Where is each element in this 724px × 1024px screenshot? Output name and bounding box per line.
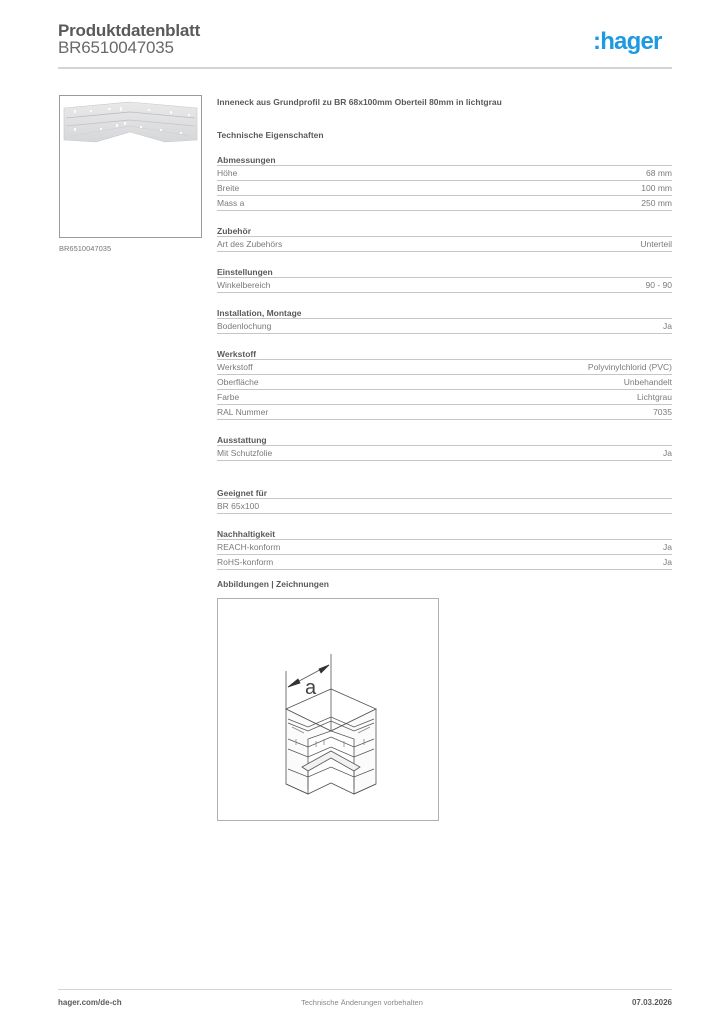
spec-value: Polyvinylchlorid (PVC)	[587, 362, 672, 372]
inner-corner-drawing-icon	[218, 599, 438, 820]
section-ausstattung	[217, 434, 672, 461]
spec-row	[217, 540, 672, 555]
spec-label: Winkelbereich	[217, 280, 271, 290]
svg-text:a: a	[305, 677, 317, 699]
spec-row	[217, 166, 672, 181]
spec-row	[217, 555, 672, 570]
section-einstellungen	[217, 266, 672, 293]
technical-properties-heading: Technische Eigenschaften	[217, 130, 324, 140]
spec-row	[217, 390, 672, 405]
spec-value: Lichtgrau	[637, 392, 672, 402]
spec-value: Ja	[663, 321, 672, 331]
section-title: Nachhaltigkeit	[217, 528, 672, 540]
spec-value: 68 mm	[646, 168, 672, 178]
section-geeignet-fuer	[217, 487, 672, 514]
section-title: Werkstoff	[217, 348, 672, 360]
spec-label: Breite	[217, 183, 240, 193]
spec-row	[217, 319, 672, 334]
spec-value: 90 - 90	[645, 280, 672, 290]
spec-row	[217, 360, 672, 375]
section-title: Ausstattung	[217, 434, 672, 446]
spec-row	[217, 499, 672, 514]
section-nachhaltigkeit	[217, 528, 672, 570]
section-installation	[217, 307, 672, 334]
spec-label: Art des Zubehörs	[217, 239, 283, 249]
document-title: Produktdatenblatt	[58, 21, 201, 40]
spec-label: Mass a	[217, 198, 245, 208]
footer-divider	[58, 989, 672, 990]
spec-row	[217, 375, 672, 390]
spec-label: Höhe	[217, 168, 238, 178]
spec-label: RoHS-konform	[217, 557, 274, 567]
spec-value: 7035	[653, 407, 672, 417]
section-title: Einstellungen	[217, 266, 672, 278]
header-divider	[58, 67, 672, 69]
spec-label: Mit Schutzfolie	[217, 448, 273, 458]
spec-label: Oberfläche	[217, 377, 259, 387]
inner-corner-photo-icon	[60, 96, 201, 237]
footer-disclaimer: Technische Änderungen vorbehalten	[301, 998, 423, 1007]
spec-row	[217, 405, 672, 420]
footer-website-link[interactable]: hager.com/de-ch	[58, 998, 122, 1007]
section-title: Zubehör	[217, 225, 672, 237]
spec-label: Bodenlochung	[217, 321, 272, 331]
spec-label: RAL Nummer	[217, 407, 269, 417]
image-caption: BR6510047035	[59, 244, 112, 253]
hager-logo: :hager	[593, 28, 662, 55]
spec-value: Unterteil	[640, 239, 672, 249]
spec-value: Unbehandelt	[623, 377, 672, 387]
product-details	[217, 96, 672, 570]
spec-label: Farbe	[217, 392, 240, 402]
spec-value: Ja	[663, 448, 672, 458]
section-abmessungen	[217, 154, 672, 211]
product-description: Inneneck aus Grundprofil zu BR 68x100mm Oberteil 80mm in lichtgrau	[217, 97, 502, 107]
section-title: Geeignet für	[217, 487, 672, 499]
spec-value: Ja	[663, 557, 672, 567]
technical-drawing	[217, 598, 439, 821]
section-title: Installation, Montage	[217, 307, 672, 319]
drawings-heading: Abbildungen | Zeichnungen	[217, 579, 329, 589]
article-number: BR6510047035	[58, 38, 174, 57]
spec-value: Ja	[663, 542, 672, 552]
spec-row	[217, 278, 672, 293]
spec-label: BR 65x100	[217, 501, 260, 511]
spec-row	[217, 181, 672, 196]
spec-value: 100 mm	[641, 183, 672, 193]
section-title: Abmessungen	[217, 154, 672, 166]
footer-date: 07.03.2026	[631, 998, 672, 1007]
product-image	[59, 95, 202, 238]
spec-row	[217, 237, 672, 252]
section-zubehoer	[217, 225, 672, 252]
spec-row	[217, 446, 672, 461]
spec-label: REACH-konform	[217, 542, 281, 552]
section-werkstoff	[217, 348, 672, 420]
spec-label: Werkstoff	[217, 362, 253, 372]
spec-row	[217, 196, 672, 211]
spec-value: 250 mm	[641, 198, 672, 208]
